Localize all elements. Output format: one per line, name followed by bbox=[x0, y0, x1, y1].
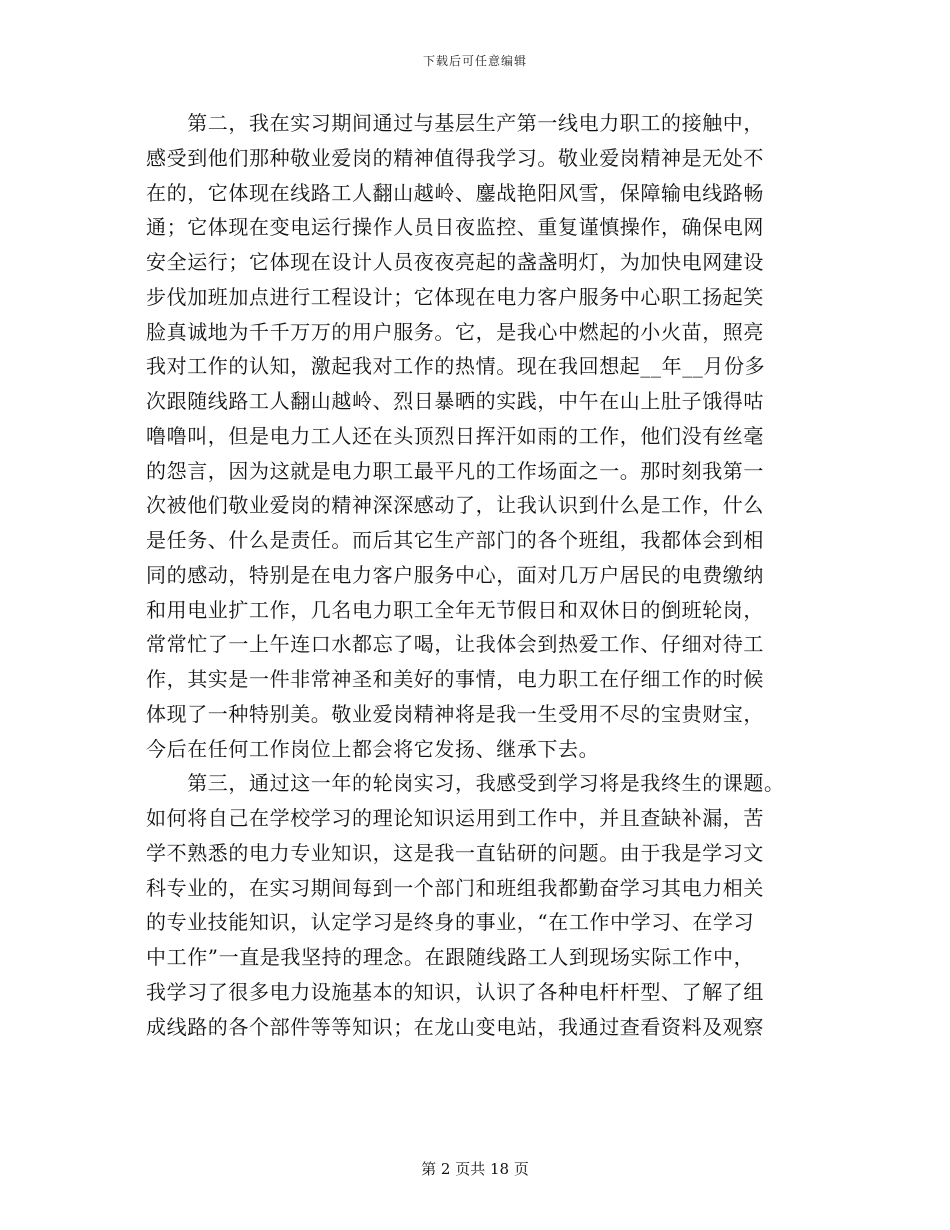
text-line: 体现了一种特别美。敬业爱岗精神将是我一生受用不尽的宝贵财宝， bbox=[146, 701, 764, 726]
text-line: 通；它体现在变电运行操作人员日夜监控、重复谨慎操作，确保电网 bbox=[146, 215, 764, 240]
text-line: 的专业技能知识，认定学习是终身的事业，“在工作中学习、在学习 bbox=[146, 910, 755, 935]
text-line: 次被他们敬业爱岗的精神深深感动了，让我认识到什么是工作，什么 bbox=[146, 493, 764, 518]
page-header-note: 下载后可任意编辑 bbox=[422, 54, 527, 68]
text-line: 在的，它体现在线路工人翻山越岭、鏖战艳阳风雪，保障输电线路畅 bbox=[146, 180, 764, 205]
text-line: 安全运行；它体现在设计人员夜夜亮起的盏盏明灯，为加快电网建设 bbox=[146, 250, 764, 274]
text-line: 步伐加班加点进行工程设计；它体现在电力客户服务中心职工扬起笑 bbox=[146, 284, 764, 309]
text-line: 和用电业扩工作，几名电力职工全年无节假日和双休日的倒班轮岗， bbox=[146, 597, 764, 622]
text-line: 脸真诚地为千千万万的用户服务。它，是我心中燃起的小火苗，照亮 bbox=[146, 319, 764, 344]
text-line: 中工作”一直是我坚持的理念。在跟随线路工人到现场实际工作中， bbox=[146, 945, 755, 969]
text-line: 如何将自己在学校学习的理论知识运用到工作中，并且查缺补漏，苦 bbox=[146, 806, 764, 830]
text-line: 感受到他们那种敬业爱岗的精神值得我学习。敬业爱岗精神是无处不 bbox=[146, 145, 764, 170]
text-line: 学不熟悉的电力专业知识，这是我一直钻研的问题。由于我是学习文 bbox=[146, 840, 764, 865]
text-line: 噜噜叫，但是电力工人还在头顶烈日挥汗如雨的工作，他们没有丝毫 bbox=[146, 423, 764, 448]
text-line: 作，其实是一件非常神圣和美好的事情，电力职工在仔细工作的时候 bbox=[146, 667, 764, 691]
text-line: 我对工作的认知，激起我对工作的热情。现在我回想起__年__月份多 bbox=[146, 354, 766, 379]
text-line: 我学习了很多电力设施基本的知识，认识了各种电杆杆型、了解了组 bbox=[146, 979, 764, 1004]
text-line: 科专业的，在实习期间每到一个部门和班组我都勤奋学习其电力相关 bbox=[146, 875, 764, 900]
document-body bbox=[146, 106, 806, 1044]
text-line: 今后在任何工作岗位上都会将它发扬、继承下去。 bbox=[146, 736, 600, 761]
text-line: 的怨言，因为这就是电力职工最平凡的工作场面之一。那时刻我第一 bbox=[146, 458, 764, 483]
text-line: 次跟随线路工人翻山越岭、烈日暴晒的实践，中午在山上肚子饿得咕 bbox=[146, 389, 764, 413]
text-line: 成线路的各个部件等等知识；在龙山变电站，我通过查看资料及观察 bbox=[146, 1014, 764, 1039]
text-line: 同的感动，特别是在电力客户服务中心，面对几万户居民的电费缴纳 bbox=[146, 562, 764, 587]
page-number: 第 2 页共 18 页 bbox=[421, 1160, 529, 1178]
text-line: 第二，我在实习期间通过与基层生产第一线电力职工的接触中， bbox=[146, 111, 764, 135]
text-line: 是任务、什么是责任。而后其它生产部门的各个班组，我都体会到相 bbox=[146, 528, 764, 552]
text-line: 常常忙了一上午连口水都忘了喝，让我体会到热爱工作、仔细对待工 bbox=[146, 632, 764, 657]
text-line: 第三，通过这一年的轮岗实习，我感受到学习将是我终生的课题。 bbox=[146, 771, 785, 796]
